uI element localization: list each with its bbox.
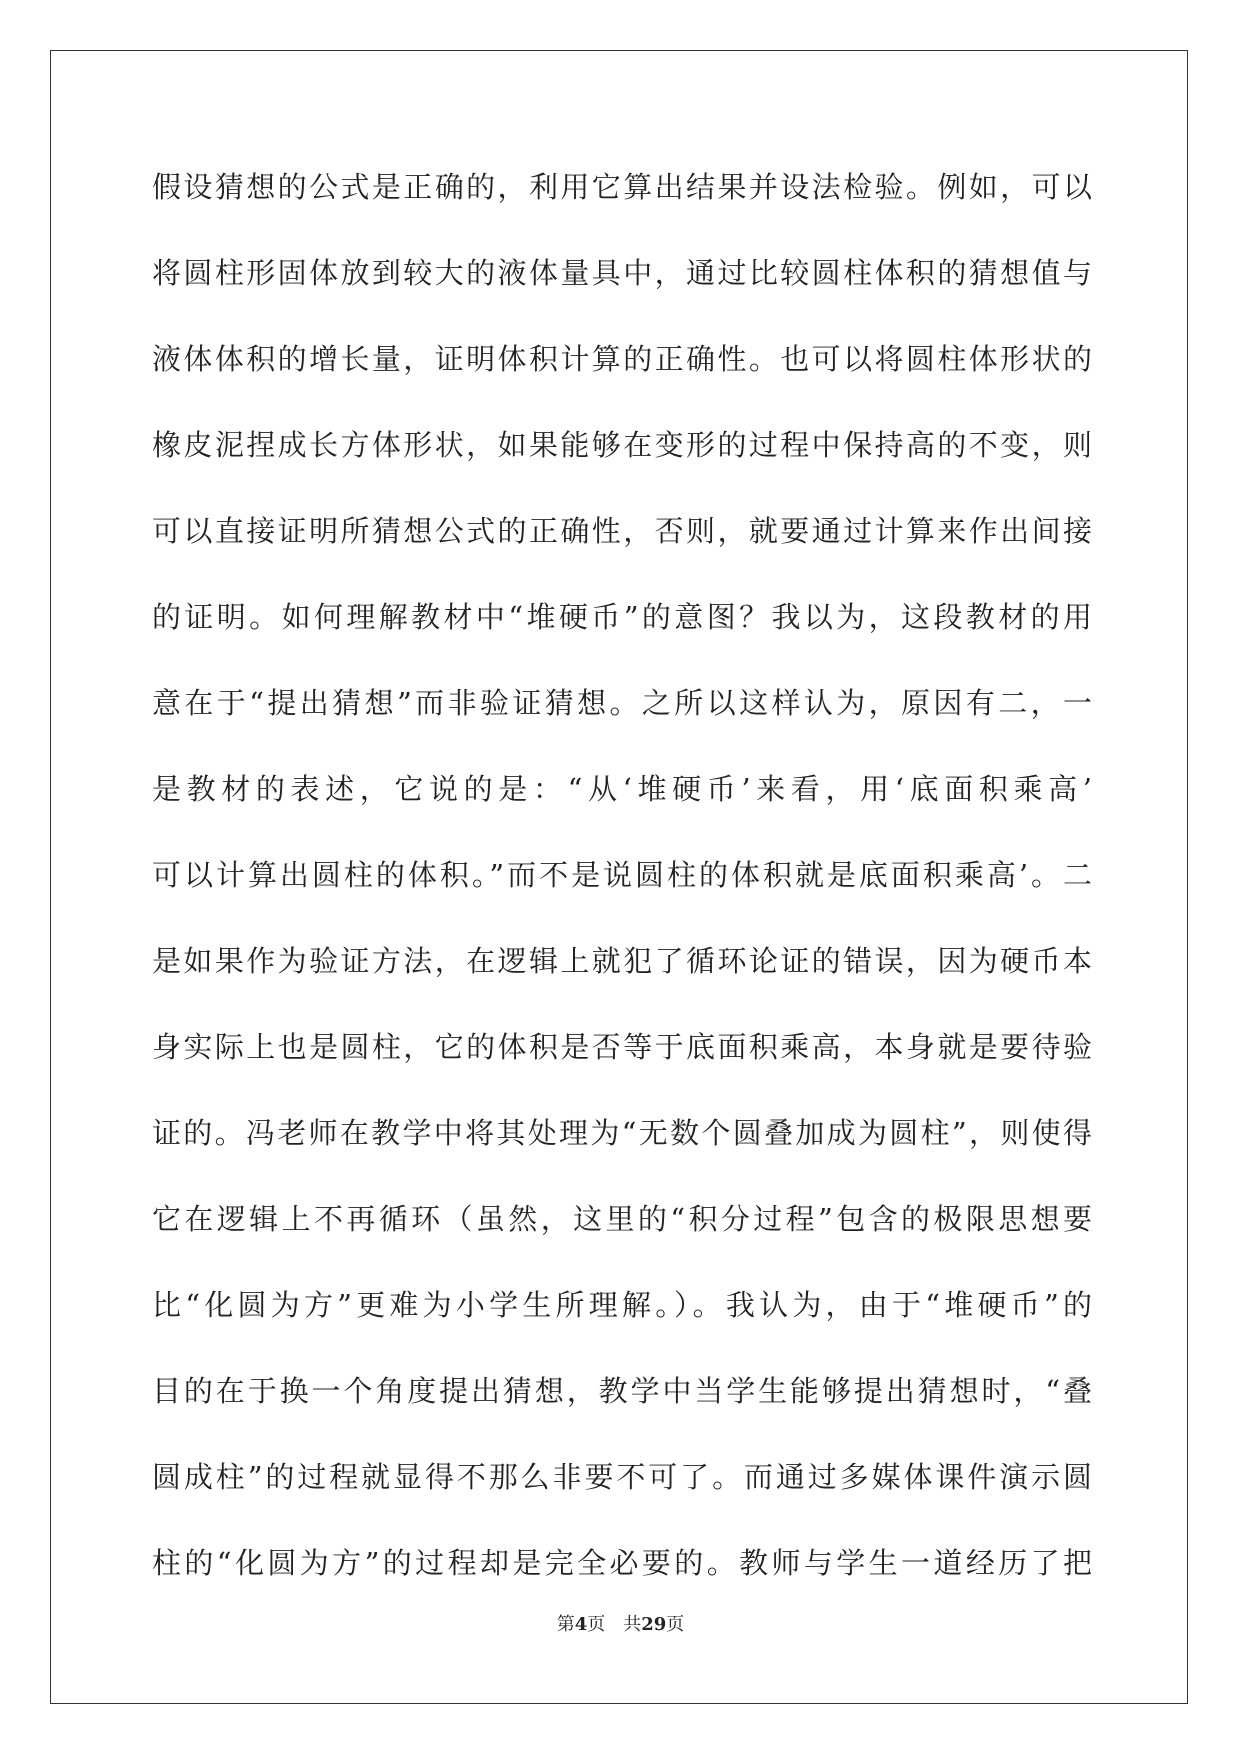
- text-line: 可以计算出圆柱的体积。”而不是说圆柱的体积就是底面积乘高’。二: [152, 858, 1092, 892]
- page-total-suffix: 页: [666, 1614, 685, 1635]
- document-body: [152, 158, 1092, 1620]
- page-number-suffix: 页: [587, 1614, 606, 1635]
- text-line: 证的。冯老师在教学中将其处理为“无数个圆叠加成为圆柱”，则使得: [152, 1116, 1092, 1150]
- text-line: 橡皮泥捏成长方体形状，如果能够在变形的过程中保持高的不变，则: [152, 428, 1092, 462]
- text-line: 可以直接证明所猜想公式的正确性，否则，就要通过计算来作出间接: [152, 514, 1092, 548]
- text-line: 假设猜想的公式是正确的，利用它算出结果并设法检验。例如，可以: [152, 170, 1092, 204]
- text-line: 将圆柱形固体放到较大的液体量具中，通过比较圆柱体积的猜想值与: [152, 256, 1092, 290]
- text-line: 的证明。如何理解教材中“堆硬币”的意图？我以为，这段教材的用: [152, 600, 1092, 634]
- text-line: 圆成柱”的过程就显得不那么非要不可了。而通过多媒体课件演示圆: [152, 1460, 1092, 1494]
- page-total-prefix: 共: [623, 1614, 642, 1635]
- text-line: 它在逻辑上不再循环（虽然，这里的“积分过程”包含的极限思想要: [152, 1202, 1092, 1236]
- text-line: 柱的“化圆为方”的过程却是完全必要的。教师与学生一道经历了把: [152, 1546, 1092, 1580]
- text-line: 液体体积的增长量，证明体积计算的正确性。也可以将圆柱体形状的: [152, 342, 1092, 376]
- page-number-current: 4: [574, 1614, 588, 1635]
- text-line: 比“化圆为方”更难为小学生所理解。）。我认为，由于“堆硬币”的: [152, 1288, 1092, 1322]
- page-number-prefix: 第: [556, 1614, 575, 1635]
- text-line: 目的在于换一个角度提出猜想，教学中当学生能够提出猜想时，“叠: [152, 1374, 1092, 1408]
- text-line: 是如果作为验证方法，在逻辑上就犯了循环论证的错误，因为硬币本: [152, 944, 1092, 978]
- text-line: 身实际上也是圆柱，它的体积是否等于底面积乘高，本身就是要待验: [152, 1030, 1092, 1064]
- page-footer: [0, 1610, 1241, 1636]
- text-line: 意在于“提出猜想”而非验证猜想。之所以这样认为，原因有二，一: [152, 686, 1092, 720]
- page-total: 29: [641, 1614, 667, 1635]
- text-line: 是教材的表述，它说的是：“从‘堆硬币’来看，用‘底面积乘高’: [152, 772, 1092, 806]
